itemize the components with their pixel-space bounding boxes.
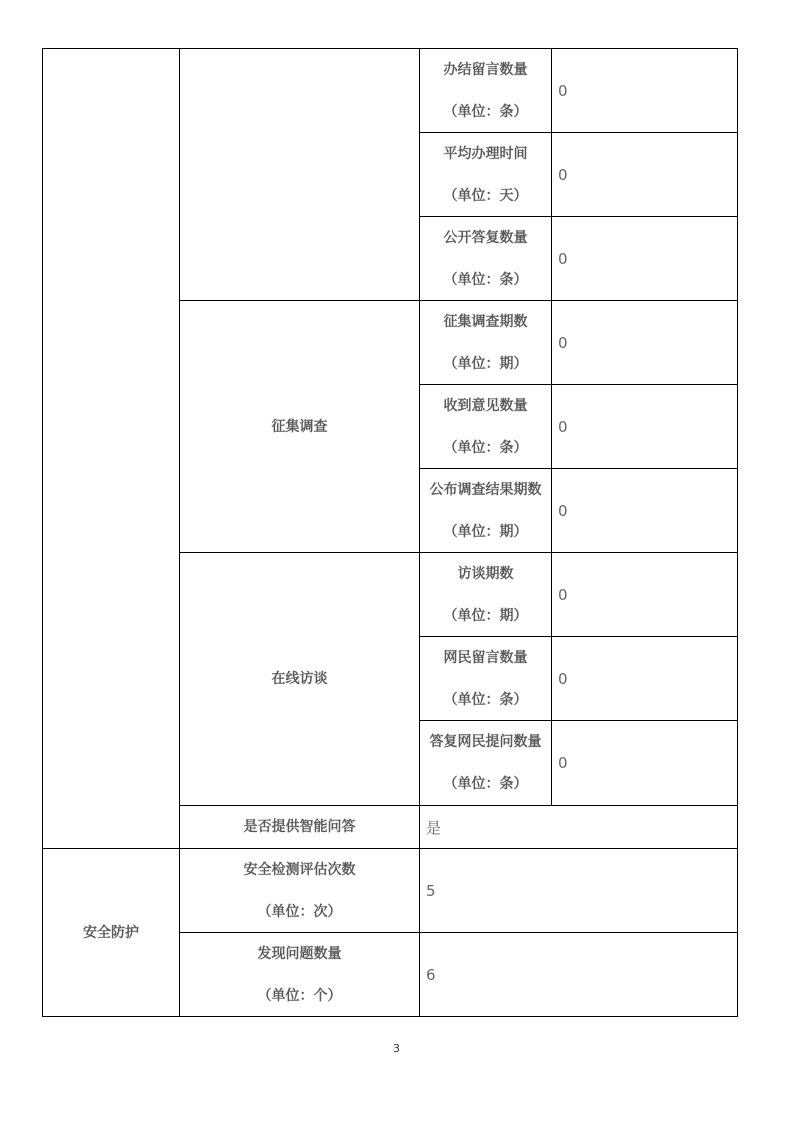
table-border-bottom <box>42 1016 738 1017</box>
section-name-text: 征集调查 <box>271 418 328 435</box>
metric-unit: （单位：条） <box>443 271 528 288</box>
metric-value: 0 <box>558 165 568 184</box>
metric-unit: （单位：次） <box>257 903 342 920</box>
metric-label-cell <box>420 637 551 720</box>
metric-label: 发现问题数量 <box>257 945 342 962</box>
smart-qa-value: 是 <box>426 818 442 837</box>
metric-label-cell <box>180 933 419 1016</box>
metric-label-cell <box>420 553 551 636</box>
metric-label: 安全检测评估次数 <box>243 861 356 878</box>
metric-label-cell <box>420 217 551 300</box>
metric-unit: （单位：期） <box>443 523 528 540</box>
security-section-name: 安全防护 <box>83 924 139 941</box>
smart-qa-label: 是否提供智能问答 <box>243 819 356 835</box>
page-number: 3 <box>393 1042 400 1055</box>
section-name <box>180 301 419 552</box>
metric-value: 0 <box>558 417 568 436</box>
metric-unit: （单位：条） <box>443 776 528 792</box>
section-name <box>180 553 419 805</box>
metric-unit: （单位：条） <box>443 439 528 456</box>
metric-label-cell <box>420 301 551 384</box>
metric-unit: （单位：天） <box>443 187 528 204</box>
metric-unit: （单位：条） <box>443 103 528 120</box>
table-border-right <box>737 48 738 1017</box>
metric-label: 访谈期数 <box>457 565 514 582</box>
metric-label: 平均办理时间 <box>443 145 528 162</box>
metric-label: 网民留言数量 <box>443 649 528 666</box>
metric-label-cell <box>180 849 419 932</box>
metric-value: 0 <box>558 754 568 772</box>
metric-value: 0 <box>558 81 568 100</box>
metric-label-cell <box>420 133 551 216</box>
metric-unit: （单位：期） <box>443 607 528 624</box>
metric-unit: （单位：个） <box>257 987 342 1004</box>
metric-label: 答复网民提问数量 <box>429 734 542 750</box>
metric-value: 0 <box>558 333 568 352</box>
metric-value: 0 <box>558 669 568 688</box>
metric-value: 0 <box>558 501 568 520</box>
metric-label-cell <box>420 49 551 132</box>
metric-label: 收到意见数量 <box>443 397 528 414</box>
metric-label: 办结留言数量 <box>443 61 528 78</box>
metric-label-cell <box>420 385 551 468</box>
section-name-text: 在线访谈 <box>271 671 328 687</box>
metric-unit: （单位：期） <box>443 355 528 372</box>
metric-label-cell <box>420 721 551 805</box>
metric-label-cell <box>420 469 551 552</box>
metric-label: 公布调查结果期数 <box>429 481 542 498</box>
metric-value: 5 <box>426 881 436 900</box>
metric-label: 公开答复数量 <box>443 229 528 246</box>
metric-value: 0 <box>558 249 568 268</box>
metric-value: 0 <box>558 585 568 604</box>
metric-value: 6 <box>426 965 436 984</box>
metric-unit: （单位：条） <box>443 691 528 708</box>
metric-label: 征集调查期数 <box>443 313 528 330</box>
